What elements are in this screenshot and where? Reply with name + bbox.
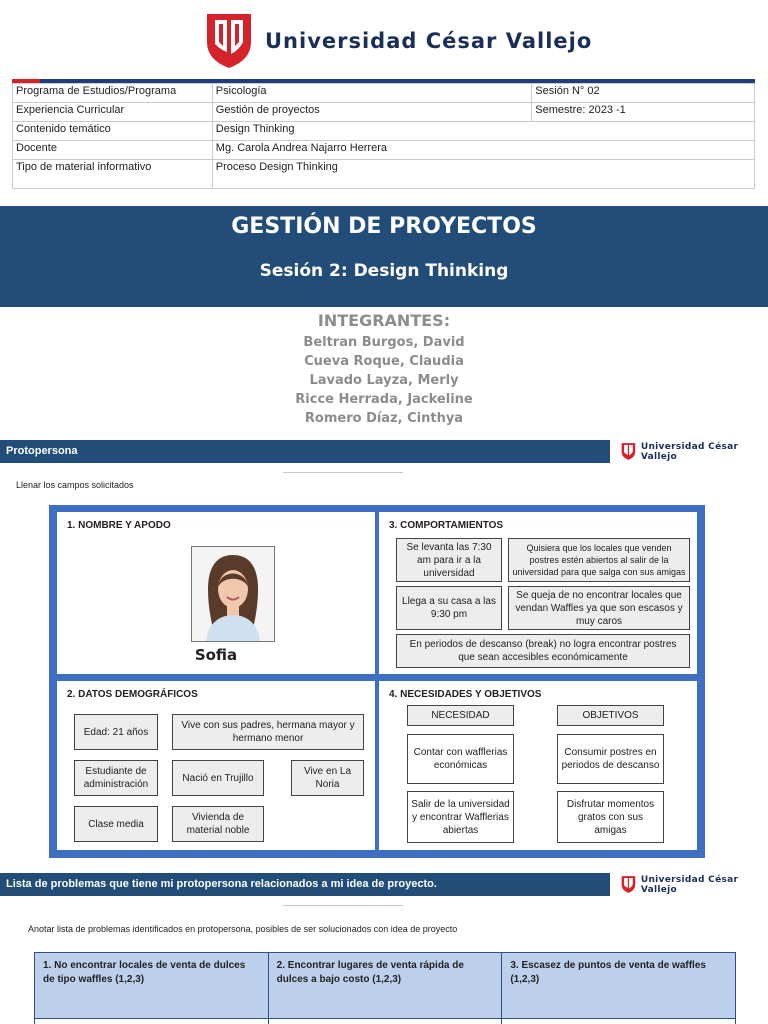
info-row: [13, 160, 755, 189]
behavior-card: Se levanta las 7:30 am para ir a la universidad: [396, 538, 502, 582]
info-label: Tipo de material informativo: [13, 160, 213, 189]
info-label: Experiencia Curricular: [13, 103, 213, 122]
info-row: [13, 84, 755, 103]
info-row: [13, 122, 755, 141]
necesidad-card: Salir de la universidad y encontrar Wafflerias abiertas: [407, 791, 514, 843]
info-value: Design Thinking: [212, 122, 754, 141]
team-member: Lavado Layza, Merly: [309, 373, 459, 388]
panel-title: 1. NOMBRE Y APODO: [67, 520, 171, 531]
demographic-card: Clase media: [74, 806, 158, 842]
session-banner: [0, 206, 768, 307]
ucv-shield-icon: [621, 441, 636, 462]
problem-cell: 3. Escasez de puntos de venta de waffles (1,2,3): [502, 953, 736, 1019]
behavior-card: Quisiera que los locales que venden postres estén abiertos al salir de la universidad para que salga con sus amigas: [508, 538, 690, 582]
objetivo-card: Disfrutar momentos gratos con sus amigas: [557, 791, 664, 843]
team-members: [0, 311, 768, 428]
info-label: Docente: [13, 141, 213, 160]
info-value: Mg. Carola Andrea Najarro Herrera: [212, 141, 754, 160]
mini-university-logo: [621, 441, 768, 462]
team-member: Beltran Burgos, David: [303, 335, 465, 350]
team-member: Romero Díaz, Cinthya: [304, 411, 464, 426]
objetivo-card: Consumir postres en periodos de descanso: [557, 734, 664, 784]
panel-demograficos: [57, 681, 375, 850]
problem-cell-empty: [268, 1019, 502, 1024]
problem-cell-empty: [35, 1019, 269, 1024]
panel-title: 2. DATOS DEMOGRÁFICOS: [67, 689, 198, 700]
problems-section-bar: Lista de problemas que tiene mi protopersona relacionados a mi idea de proyecto.: [0, 873, 610, 896]
info-row: [13, 103, 755, 122]
behavior-card: En periodos de descanso (break) no logra encontrar postres que sean accesibles económicamente: [396, 634, 690, 668]
university-logo: [205, 12, 592, 70]
panel-title: 4. NECESIDADES Y OBJETIVOS: [389, 689, 542, 700]
banner-subtitle: Sesión 2: Design Thinking: [259, 261, 509, 281]
demographic-card: Edad: 21 años: [74, 714, 158, 750]
team-heading: INTEGRANTES:: [317, 311, 451, 330]
divider: [283, 905, 403, 906]
panel-necesidades: [379, 681, 697, 850]
behavior-card: Llega a su casa a las 9:30 pm: [396, 586, 502, 630]
protopersona-board: [49, 505, 705, 858]
persona-photo: [191, 546, 275, 642]
mini-university-name: Universidad César Vallejo: [640, 441, 739, 462]
protopersona-section-bar: Protopersona: [0, 440, 610, 463]
panel-comportamientos: [379, 512, 697, 674]
problem-cell: 2. Encontrar lugares de venta rápida de dulces a bajo costo (1,2,3): [268, 953, 502, 1019]
problems-row: [35, 1019, 736, 1024]
panel-nombre: [57, 512, 375, 674]
team-member: Cueva Roque, Claudia: [304, 354, 464, 369]
problems-table: [34, 952, 736, 1024]
protopersona-instruction: Llenar los campos solicitados: [16, 480, 134, 490]
mini-university-name: Universidad César Vallejo: [640, 874, 739, 895]
necesidad-header: NECESIDAD: [407, 705, 514, 726]
info-value: Psicología: [212, 84, 532, 103]
info-label: Contenido temático: [13, 122, 213, 141]
university-name: Universidad César Vallejo: [265, 29, 593, 53]
ucv-shield-icon: [621, 874, 636, 895]
banner-title: GESTIÓN DE PROYECTOS: [231, 214, 537, 239]
panel-title: 3. COMPORTAMIENTOS: [389, 520, 504, 531]
course-info-table: [12, 83, 755, 189]
info-value: Proceso Design Thinking: [212, 160, 754, 189]
objetivos-header: OBJETIVOS: [557, 705, 664, 726]
problems-instruction: Anotar lista de problemas identificados en protopersona, posibles de ser solucionados con idea de proyecto: [28, 924, 458, 934]
persona-portrait-icon: [192, 547, 274, 641]
divider: [283, 472, 403, 473]
mini-university-logo: [621, 874, 768, 895]
problem-cell: 1. No encontrar locales de venta de dulces de tipo waffles (1,2,3): [35, 953, 269, 1019]
persona-name: Sofia: [194, 646, 238, 664]
ucv-shield-icon: [205, 12, 253, 70]
demographic-card: Vivienda de material noble: [172, 806, 264, 842]
demographic-card: Vive con sus padres, hermana mayor y hermano menor: [172, 714, 364, 750]
demographic-card: Vive en La Noria: [291, 760, 364, 796]
info-value: Gestión de proyectos: [212, 103, 532, 122]
problems-row: [35, 953, 736, 1019]
demographic-card: Nació en Trujillo: [172, 760, 264, 796]
team-member: Ricce Herrada, Jackeline: [295, 392, 473, 407]
necesidad-card: Contar con wafflerias económicas: [407, 734, 514, 784]
info-extra: Semestre: 2023 -1: [532, 103, 755, 122]
behavior-card: Se queja de no encontrar locales que vendan Waffles ya que son escasos y muy caros: [508, 586, 690, 630]
problem-cell-empty: [502, 1019, 736, 1024]
info-label: Programa de Estudios/Programa: [13, 84, 213, 103]
demographic-card: Estudiante de administración: [74, 760, 158, 796]
info-row: [13, 141, 755, 160]
info-extra: Sesión N° 02: [532, 84, 755, 103]
